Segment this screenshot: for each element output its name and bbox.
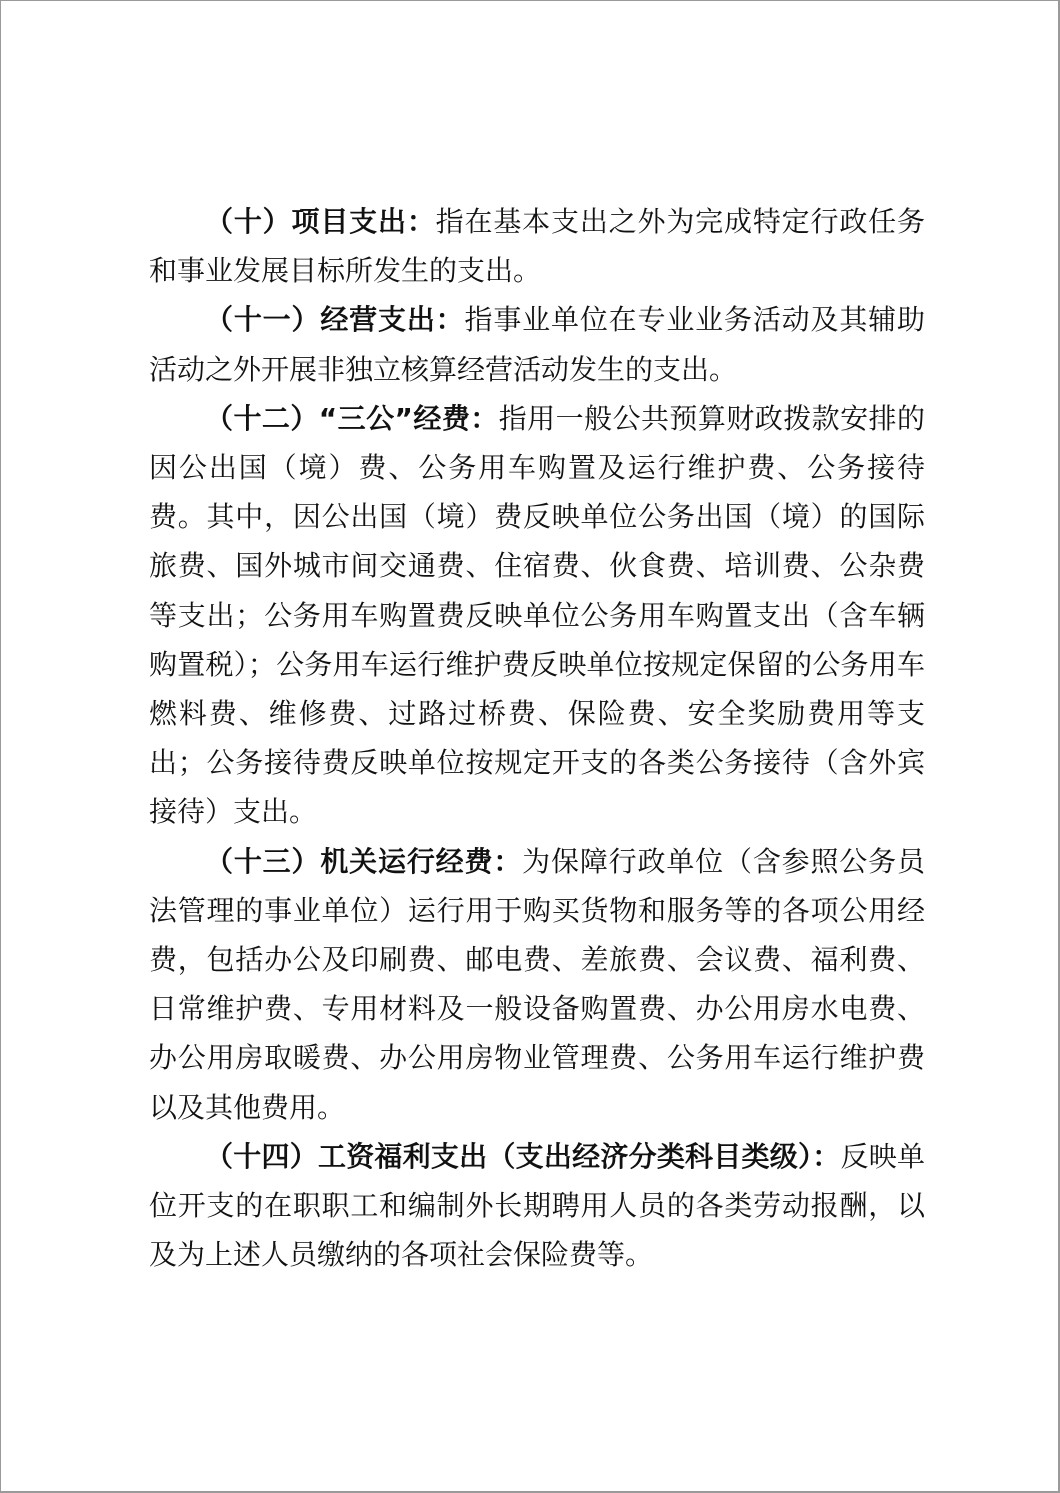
paragraph-operating-expenditure (149, 295, 925, 393)
paragraph-wages-welfare (149, 1132, 925, 1280)
term-heading: （十）项目支出： (205, 205, 436, 238)
term-heading: （十四）工资福利支出（支出经济分类科目类级）： (205, 1139, 841, 1173)
term-definition: 反映单位开支的在职职工和编制外长期聘用人员的各类劳动报酬，以及为上述人员缴纳的各项社会保险费等。 (149, 1139, 925, 1272)
paragraph-three-public-expenses (149, 394, 925, 837)
term-heading: （十三）机关运行经费： (205, 844, 523, 878)
term-heading: （十二）“三公”经费： (205, 401, 499, 435)
term-heading: （十一）经营支出： (205, 303, 465, 337)
paragraph-project-expenditure (149, 197, 925, 295)
term-definition: 指用一般公共预算财政拨款安排的因公出国（境）费、公务用车购置及运行维护费、公务接待费。其中，因公出国（境）费反映单位公务出国（境）的国际旅费、国外城市间交通费、住宿费、伙食费、培训费、公杂费等支出；公务用车购置费反映单位公务用车购置支出（含车辆购置税）；公务用车运行维护费反映单位按规定保留的公务用车燃料费、维修费、过路过桥费、保险费、安全奖励费用等支出；公务接待费反映单位按规定开支的各类公务接待（含外宾接待）支出。 (149, 401, 925, 829)
term-definition: 指在基本支出之外为完成特定行政任务和事业发展目标所发生的支出。 (149, 205, 925, 288)
term-definition: 指事业单位在专业业务活动及其辅助活动之外开展非独立核算经营活动发生的支出。 (149, 303, 925, 386)
paragraph-agency-operating-funds (149, 837, 925, 1132)
term-definition: 为保障行政单位（含参照公务员法管理的事业单位）运行用于购买货物和服务等的各项公用经费，包括办公及印刷费、邮电费、差旅费、会议费、福利费、日常维护费、专用材料及一般设备购置费、办公用房水电费、办公用房取暖费、办公用房物业管理费、公务用车运行维护费以及其他费用。 (149, 844, 925, 1124)
document-body (149, 197, 925, 1279)
